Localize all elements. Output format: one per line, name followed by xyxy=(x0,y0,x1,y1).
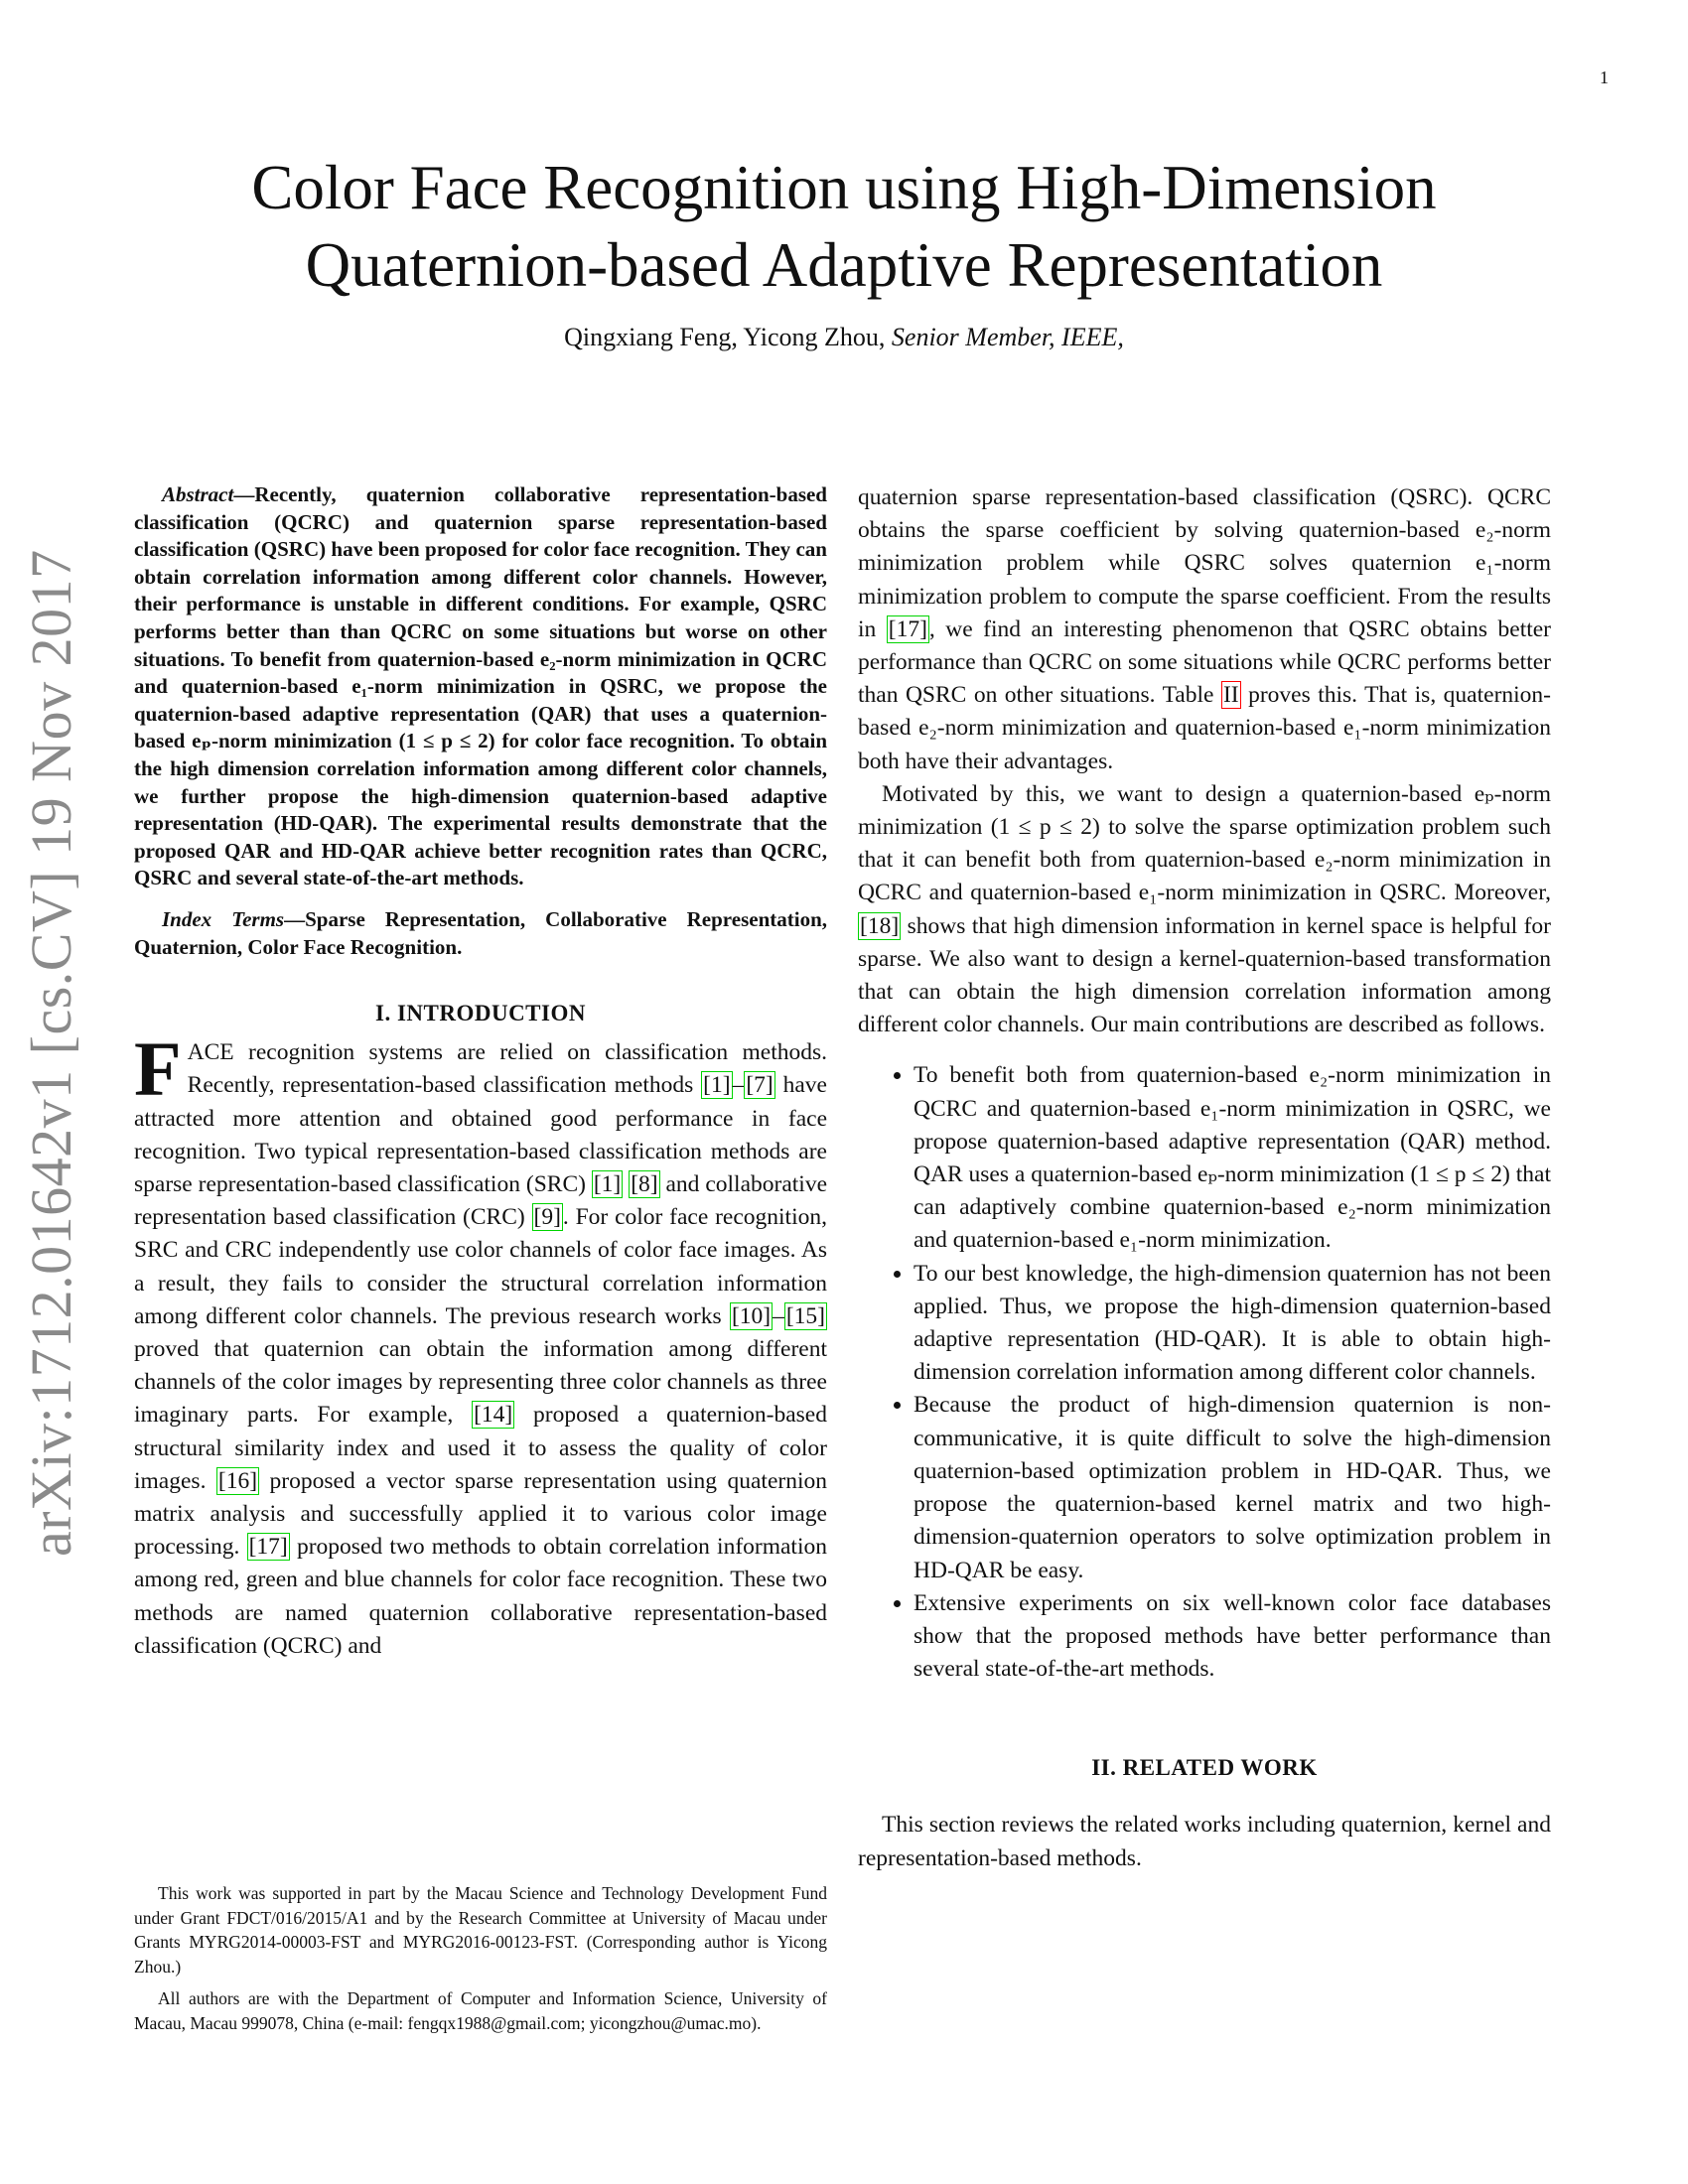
abstract-text: —Recently, quaternion collaborative representation-based classification (QCRC) and quaternion sparse representation-based classification (QSRC) have been proposed for color face recognition. They can obtain correlation information among different color channels. However, their performance is unstable in different conditions. For example, QSRC performs better than than QCRC on some situations but worse on other situations. To benefit from quaternion-based e₂-norm minimization in QCRC and quaternion-based e₁-norm minimization in QSRC, we propose the quaternion-based adaptive representation (QAR) that uses a quaternion-based eₚ-norm minimization (1 ≤ p ≤ 2) for color face recognition. To obtain the high dimension correlation information among different color channels, we further propose the high-dimension quaternion-based adaptive representation (HD-QAR). The experimental results demonstrate that the proposed QAR and HD-QAR achieve better recognition rates than QCRC, QSRC and several state-of-the-art methods. xyxy=(134,482,827,890)
intro-text-9: proposed a quaternion-based structural similarity index and used it to assess the quality of color images. xyxy=(134,1402,827,1494)
title-line-2: Quaternion-based Adaptive Representation xyxy=(305,230,1383,300)
section-heading-related-work: II. RELATED WORK xyxy=(1091,1755,1318,1781)
contributions-list xyxy=(858,1059,1551,1686)
intro-text-10: proposed a vector sparse representation using quaternion matrix analysis and successfully applied it to various color image processing. xyxy=(134,1467,827,1561)
right-text-2b: shows that high dimension information in kernel space is helpful for sparse. We also want to design a kernel-quaternion-based transformation that can obtain the high dimension correlation information among different color channels. Our main contributions are described as follows. xyxy=(858,912,1551,1038)
author-role: Senior Member, IEEE, xyxy=(891,323,1124,351)
paper-title xyxy=(139,149,1549,304)
citation-link[interactable]: [10] xyxy=(731,1302,772,1329)
related-work-paragraph: This section reviews the related works including quaternion, kernel and representation-based methods. xyxy=(858,1812,1551,1871)
intro-text-8: proved that quaternion can obtain the information among different channels of the color images by representing three color channels as three imaginary parts. For example, xyxy=(134,1335,827,1429)
drop-cap: F xyxy=(134,1025,182,1113)
intro-continuation-paragraph xyxy=(858,481,1551,778)
citation-link[interactable]: [17] xyxy=(888,615,927,642)
list-item: • To our best knowledge, the high-dimension quaternion has not been applied. Thus, we propose the high-dimension quaternion-based adaptive representation (HD-QAR). It is able to obtain high-dimension correlation information among different color channels. xyxy=(914,1258,1551,1390)
intro-text-3: have attracted more attention and obtained good performance in face recognition. Two typical representation-based classification methods are sparse representation-based classification (SRC) xyxy=(134,1072,827,1197)
intro-text-2: – xyxy=(732,1072,745,1099)
intro-text-5: and collaborative representation based classification (CRC) xyxy=(134,1170,828,1231)
arxiv-watermark: arXiv:1712.01642v1 [cs.CV] 19 Nov 2017 xyxy=(19,549,83,1557)
citation-link[interactable]: [8] xyxy=(631,1170,658,1197)
citation-link[interactable]: [16] xyxy=(217,1467,258,1494)
left-column xyxy=(134,481,827,1663)
author-names: Qingxiang Feng, Yicong Zhou, xyxy=(564,323,886,351)
index-terms-label: Index Terms xyxy=(162,906,285,931)
footnote-affiliation: All authors are with the Department of Computer and Information Science, University of Macau, Macau 999078, China (e-mail: fengqx1988@gmail.com; yicongzhou@umac.mo). xyxy=(134,1988,827,2033)
index-terms-text: —Sparse Representation, Collaborative Representation, Quaternion, Color Face Recognition. xyxy=(134,906,827,959)
right-text-1b: , we find an interesting phenomenon that QSRC obtains better performance than QCRC on some situations while QCRC performs better than QSRC on other situations. Table xyxy=(858,615,1552,709)
right-text-1a: quaternion sparse representation-based classification (QSRC). QCRC obtains the sparse coefficient by solving quaternion-based e₂-norm minimization problem while QSRC solves quaternion e₁-norm minimization problem to compute the sparse coefficient. From the results in xyxy=(858,484,1551,642)
abstract-label: Abstract xyxy=(162,482,234,506)
author-line xyxy=(139,323,1549,352)
citation-link[interactable]: [18] xyxy=(860,912,900,939)
intro-text-1: ACE recognition systems are relied on classification methods. Recently, representation-based classification methods xyxy=(187,1039,827,1099)
citation-link[interactable]: [1] xyxy=(593,1170,622,1197)
citation-link[interactable]: [15] xyxy=(785,1302,825,1329)
citation-link[interactable]: [17] xyxy=(248,1534,288,1561)
citation-link[interactable]: [1] xyxy=(703,1072,731,1099)
abstract xyxy=(134,481,827,892)
intro-text-7: – xyxy=(773,1302,784,1329)
footnote-funding: This work was supported in part by the Macau Science and Technology Development Fund under Grant FDCT/016/2015/A1 and by the Research Committee at University of Macau under Grants MYRG2014-00003-FST and MYRG2016-00123-FST. (Corresponding author is Yicong Zhou.) xyxy=(134,1883,827,1977)
title-line-1: Color Face Recognition using High-Dimension xyxy=(251,153,1437,222)
list-item: • Because the product of high-dimension quaternion is non-communicative, it is quite difficult to solve the high-dimension quaternion-based optimization problem in HD-QAR. Thus, we propose the quaternion-based kernel matrix and two high-dimension-quaternion operators to solve optimization problem in HD-QAR be easy. xyxy=(914,1389,1551,1586)
list-item: • To benefit both from quaternion-based e₂-norm minimization in QCRC and quaternion-based e₁-norm minimization in QSRC, we propose quaternion-based adaptive representation (QAR) method. QAR uses a quaternion-based eₚ-norm minimization (1 ≤ p ≤ 2) that can adaptively combine quaternion-based e₂-norm minimization and quaternion-based e₁-norm minimization. xyxy=(914,1059,1551,1257)
intro-text-11: proposed two methods to obtain correlation information among red, green and blue channels for color face recognition. These two methods are named quaternion collaborative representation-based classification (QCRC) and xyxy=(134,1534,827,1659)
citation-link[interactable]: [7] xyxy=(746,1072,774,1099)
citation-link[interactable]: [14] xyxy=(474,1402,513,1429)
right-column xyxy=(858,481,1551,1875)
page-number: 1 xyxy=(1600,68,1609,87)
right-text-1c: proves this. That is, quaternion-based e₂-norm minimization and quaternion-based e₁-norm minimization both have their advantages. xyxy=(858,682,1551,774)
footnotes xyxy=(134,1881,827,2043)
section-heading-introduction: I. INTRODUCTION xyxy=(375,1001,586,1026)
introduction-paragraph xyxy=(134,1025,828,1663)
list-item: • Extensive experiments on six well-known color face databases show that the proposed methods have better performance than several state-of-the-art methods. xyxy=(914,1587,1551,1687)
citation-link[interactable]: [9] xyxy=(533,1204,561,1231)
intro-text-6: . For color face recognition, SRC and CRC independently use color channels of color face images. As a result, they fails to consider the structural correlation information among different color channels. The previous research works xyxy=(134,1204,827,1329)
index-terms xyxy=(134,906,827,961)
motivation-paragraph xyxy=(858,778,1551,1042)
right-text-2a: Motivated by this, we want to design a quaternion-based eₚ-norm minimization (1 ≤ p ≤ 2) to solve the sparse optimization problem such that it can benefit both from quaternion-based e₂-norm minimization in QCRC and quaternion-based e₁-norm minimization in QSRC. Moreover, xyxy=(858,780,1551,906)
table-reference-link[interactable]: II xyxy=(1222,682,1239,709)
